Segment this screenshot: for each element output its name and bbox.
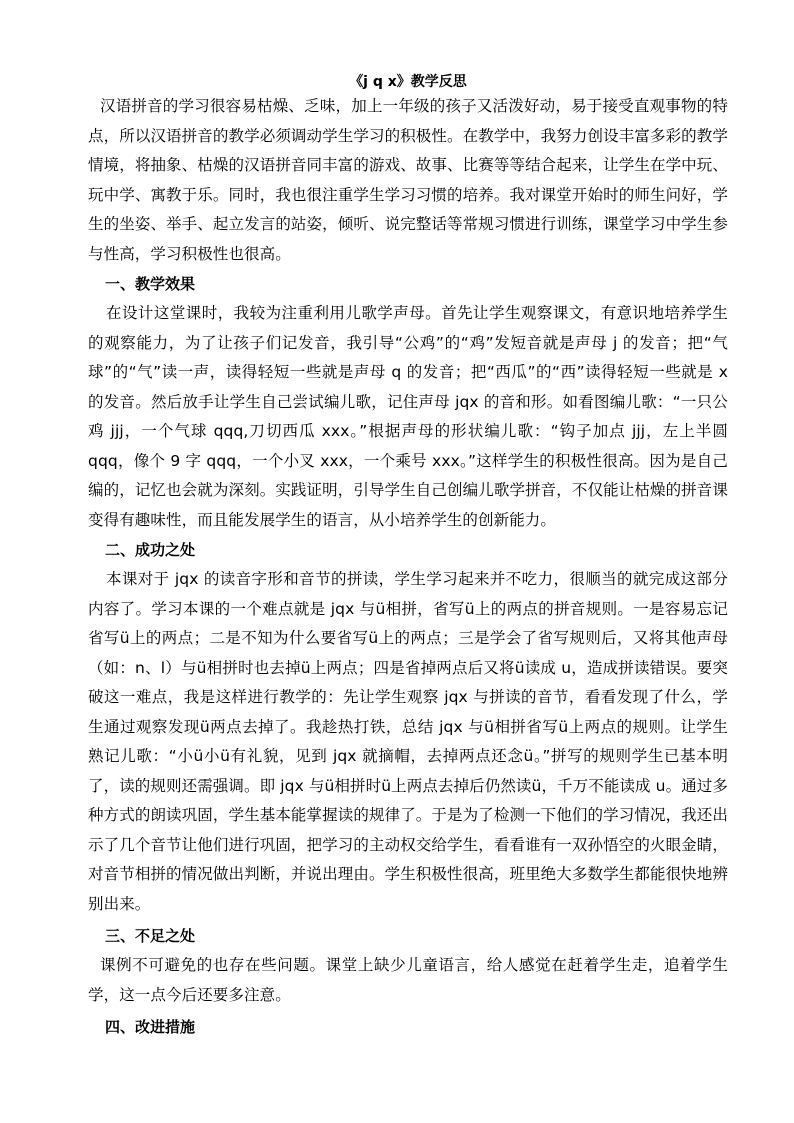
section-heading-shortcomings: 三、不足之处 — [105, 927, 196, 945]
document-title: 《j q x》教学反思 — [349, 74, 467, 90]
section-heading-success: 二、成功之处 — [105, 541, 196, 559]
section-text-effect: 在设计这堂课时，我较为注重利用儿歌学声母。首先让学生观察课文，有意识地培养学生的观察能力，为了让孩子们记发音，我引导“公鸡”的“鸡”发短音就是声母 j 的发音；把“气球”的“气”读一声，读得轻短一些就是声母 q 的发音；把“西瓜”的“西”读得轻短一些就是 x 的发音。然后放手让学生自己尝试编儿歌，记住声母 jqx 的音和形。如看图编儿歌：“一只公鸡 jjj，一个气球 qqq,刀切西瓜 xxx。”根据声母的形状编儿歌：“钩子加点 jjj，左上半圆 qqq，像个 9 字 qqq，一个小叉 xxx，一个乘号 xxx。”这样学生的积极性很高。因为是自己编的，记忆也会就为深刻。实践证明，引导学生自己创编儿歌学拼音，不仅能让枯燥的拼音课变得有趣味性，而且能发展学生的语言，从小培养学生的创新能力。 — [88, 304, 728, 529]
document-page — [88, 72, 728, 1042]
section-heading-improvements: 四、改进措施 — [105, 1018, 196, 1036]
section-text-success: 本课对于 jqx 的读音字形和音节的拼读，学生学习起来并不吃力，很顺当的就完成这部分内容了。学习本课的一个难点就是 jqx 与ü相拼，省写ü上的两点的拼音规则。一是容易忘记省写ü上的两点；二是不知为什么要省写ü上的两点；三是学会了省写规则后，又将其他声母（如：n、l）与ü相拼时也去掉ü上两点；四是省掉两点后又将ü读成 u，造成拼读错误。要突破这一难点，我是这样进行教学的：先让学生观察 jqx 与拼读的音节，看看发现了什么，学生通过观察发现ü两点去掉了。我趁热打铁，总结 jqx 与ü相拼省写ü上两点的规则。让学生熟记儿歌：“小ü小ü有礼貌，见到 jqx 就摘帽，去掉两点还念ü。”拼写的规则学生已基本明了，读的规则还需强调。即 jqx 与ü相拼时ü上两点去掉后仍然读ü，千万不能读成 u。通过多种方式的朗读巩固，学生基本能掌握读的规律了。于是为了检测一下他们的学习情况，我还出示了几个音节让他们进行巩固，把学习的主动权交给学生，看看谁有一双孙悟空的火眼金睛，对音节相拼的情况做出判断，并说出理由。学生积极性很高，班里绝大多数学生都能很快地辨别出来。 — [88, 570, 728, 913]
intro-paragraph: 汉语拼音的学习很容易枯燥、乏味，加上一年级的孩子又活泼好动，易于接受直观事物的特点，所以汉语拼音的教学必须调动学生学习的积极性。在教学中，我努力创设丰富多彩的教学情境，将抽象、枯燥的汉语拼音同丰富的游戏、故事、比赛等等结合起来，让学生在学中玩、玩中学、寓教于乐。同时，我也很注重学生学习习惯的培养。我对课堂开始时的师生问好，学生的坐姿、举手、起立发言的站姿，倾听、说完整话等常规习惯进行训练，课堂学习中学生参与性高，学习积极性也很高。 — [88, 97, 728, 263]
section-heading-effect: 一、教学效果 — [105, 275, 196, 293]
section-text-shortcomings: 课例不可避免的也存在些问题。课堂上缺少儿童语言，给人感觉在赶着学生走，追着学生学，这一点今后还要多注意。 — [88, 956, 728, 1004]
